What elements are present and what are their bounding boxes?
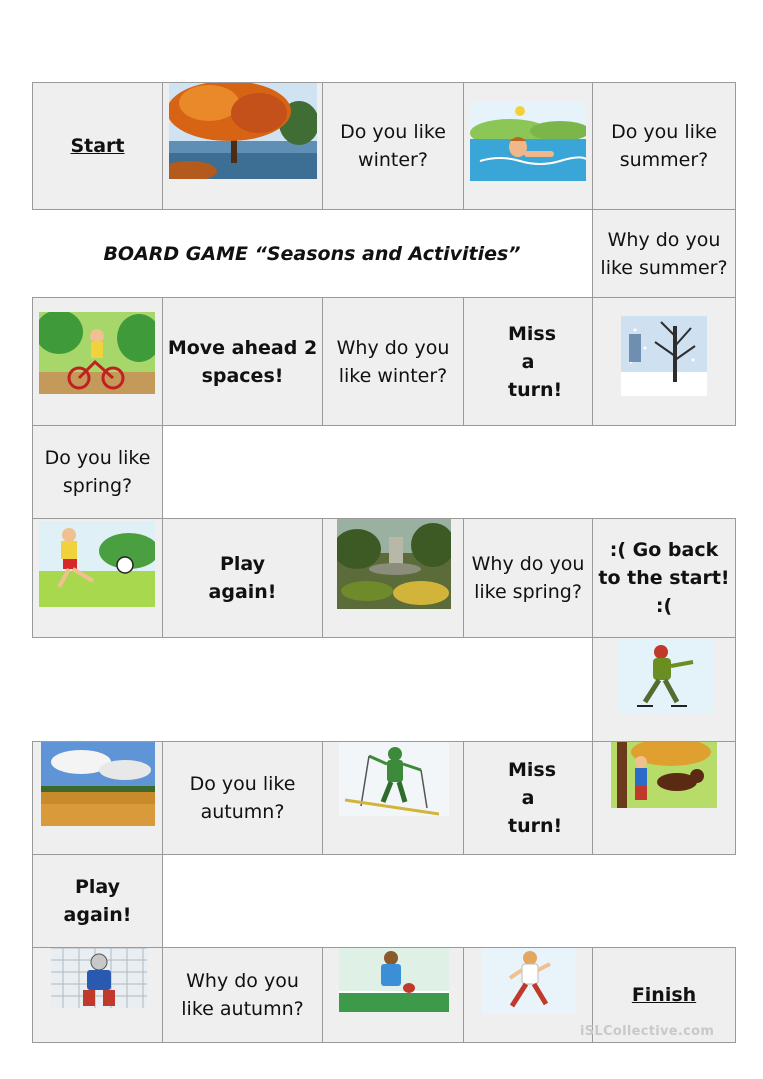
running-boy-image [482, 948, 576, 1014]
square-skiing-picture [322, 741, 464, 855]
square-table-tennis-picture [322, 947, 464, 1043]
table-tennis-boy-image [339, 948, 449, 1012]
square-miss-turn-2 [463, 741, 593, 855]
spring-park-image [337, 519, 451, 609]
square-winter-tree-picture [592, 297, 736, 426]
play-again-text-2: Play again! [63, 876, 132, 926]
square-why-summer [592, 209, 736, 298]
square-cycling-picture [32, 297, 163, 426]
square-running-picture [463, 947, 593, 1043]
football-boy-image [39, 521, 155, 607]
square-why-spring [463, 518, 593, 638]
miss-turn-text: Miss a turn! [508, 322, 563, 401]
square-start [32, 82, 163, 210]
square-dog-walk-picture [592, 741, 736, 855]
like-spring-text: Do you like spring? [44, 447, 151, 497]
square-play-again-1 [162, 518, 323, 638]
girl-with-dog-image [611, 742, 717, 808]
why-autumn-text: Why do you like autumn? [181, 970, 304, 1020]
square-like-winter [322, 82, 464, 210]
square-move-ahead [162, 297, 323, 426]
why-summer-text: Why do you like summer? [600, 228, 728, 279]
skier-image [339, 742, 449, 816]
square-football-picture [32, 518, 163, 638]
square-why-winter [322, 297, 464, 426]
square-miss-turn-1 [463, 297, 593, 426]
square-play-again-2 [32, 854, 163, 948]
ice-skater-image [617, 640, 713, 714]
square-skating-picture [592, 637, 736, 742]
like-winter-text: Do you like winter? [340, 121, 446, 171]
why-winter-text: Why do you like winter? [336, 336, 450, 387]
move-ahead-text: Move ahead 2 spaces! [167, 336, 318, 387]
miss-turn-text-2: Miss a turn! [508, 759, 563, 837]
watermark-text: iSLCollective.com [580, 1024, 715, 1039]
snowy-tree-image [621, 316, 707, 396]
cycling-boy-image [39, 312, 155, 394]
go-back-text: :( Go back to the start! :( [598, 539, 730, 617]
game-title: BOARD GAME “Seasons and Activities” [103, 243, 521, 265]
finish-label: Finish [631, 984, 697, 1006]
square-why-autumn [162, 947, 323, 1043]
start-label: Start [70, 135, 125, 157]
swimming-boy-image [470, 101, 586, 181]
square-park-picture [322, 518, 464, 638]
square-like-spring [32, 425, 163, 519]
autumn-field-image [41, 742, 155, 826]
square-autumn-tree-picture [162, 82, 323, 210]
play-again-text: Play again! [208, 553, 277, 603]
square-field-picture [32, 741, 163, 855]
like-autumn-text: Do you like autumn? [189, 773, 296, 823]
square-like-summer [592, 82, 736, 210]
square-go-back [592, 518, 736, 638]
autumn-tree-lake-image [169, 83, 317, 179]
hockey-goalie-image [51, 948, 147, 1008]
square-swimming-picture [463, 82, 593, 210]
like-summer-text: Do you like summer? [611, 121, 717, 171]
why-spring-text: Why do you like spring? [471, 553, 585, 603]
square-hockey-picture [32, 947, 163, 1043]
square-like-autumn [162, 741, 323, 855]
